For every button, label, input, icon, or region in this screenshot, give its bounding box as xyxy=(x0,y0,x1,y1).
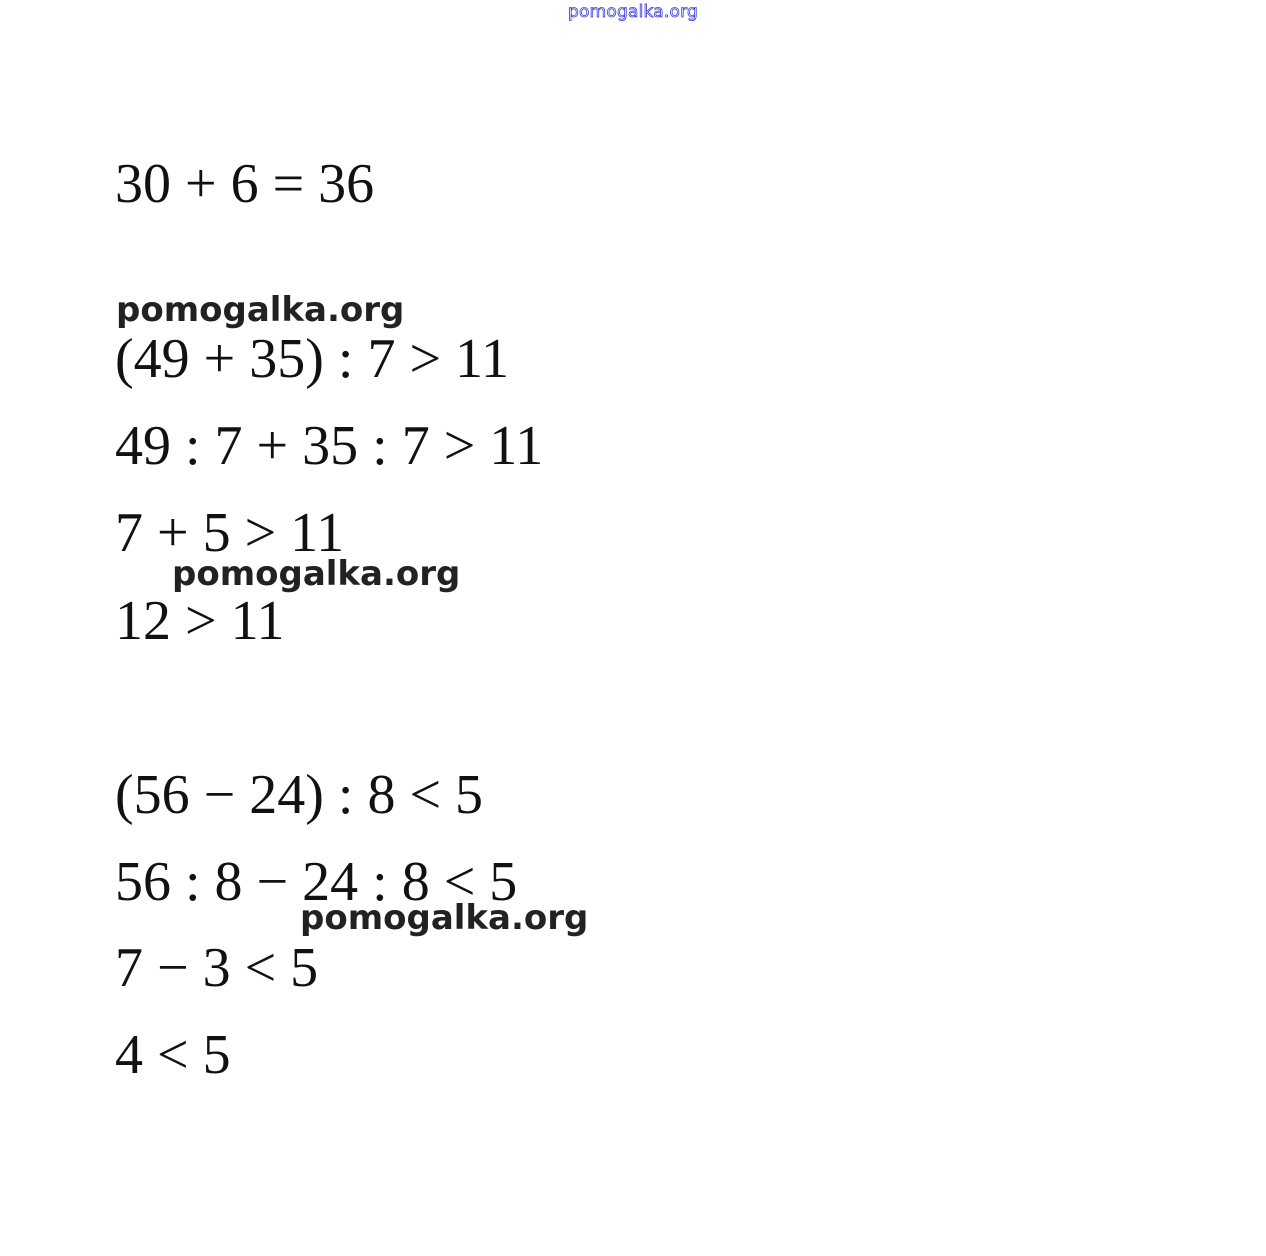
equation-line: 7 − 3 < 5 xyxy=(115,937,319,999)
watermark-top: pomogalka.org xyxy=(568,2,698,22)
equation-line: 56 : 8 − 24 : 8 < 5 xyxy=(115,851,518,913)
equation-line: (49 + 35) : 7 > 11 xyxy=(115,328,509,390)
equation-line: 7 + 5 > 11 xyxy=(115,502,345,564)
watermark-label: pomogalka.org xyxy=(116,290,405,330)
watermark-label: pomogalka.org xyxy=(300,898,589,938)
equation-line: (56 − 24) : 8 < 5 xyxy=(115,764,484,826)
watermark-label: pomogalka.org xyxy=(172,554,461,594)
equation-line: 49 : 7 + 35 : 7 > 11 xyxy=(115,415,544,477)
equation-line: 30 + 6 = 36 xyxy=(115,153,375,215)
equation-line: 12 > 11 xyxy=(115,590,285,652)
equation-line: 4 < 5 xyxy=(115,1024,231,1086)
